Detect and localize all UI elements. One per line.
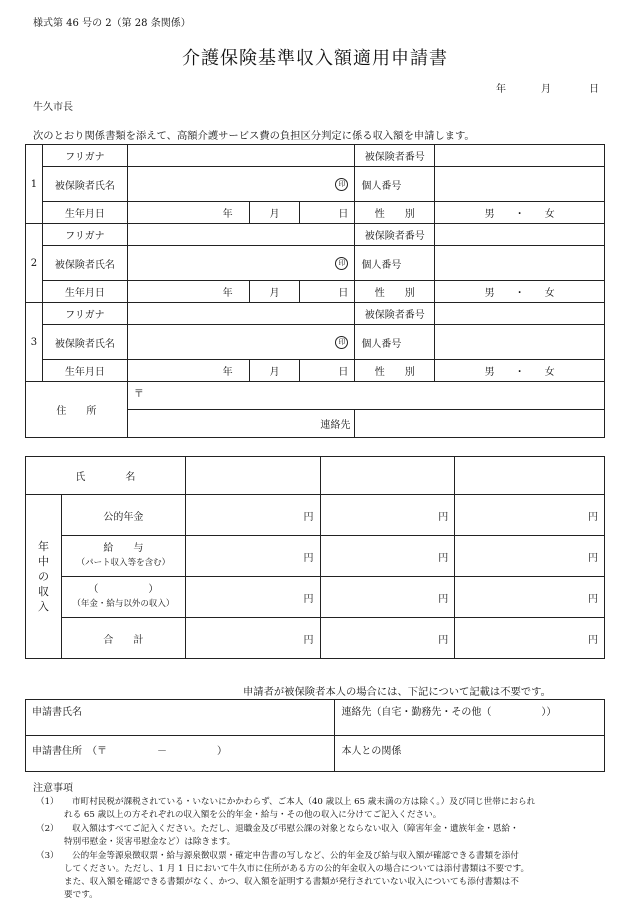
form-number: 様式第 46 号の 2（第 28 条関係） (33, 18, 191, 29)
birth-month[interactable]: 月 (249, 360, 300, 382)
birth-day[interactable]: 日 (300, 281, 355, 303)
birth-month[interactable]: 月 (249, 281, 300, 303)
furigana-field[interactable] (127, 224, 355, 246)
date-month-label: 月 (541, 84, 551, 95)
insured-no-field[interactable] (435, 145, 605, 167)
intro-text: 次のとおり関係書類を添えて、高額介護サービス費の負担区分判定に係る収入額を申請します。 (33, 130, 475, 142)
note-3-line-c: また、収入額を確認できる書類がなく、かつ、収入額を証明する書類が発行されていない収入についても添付書類は不 (64, 877, 519, 887)
personal-no-label: 個人番号 (355, 246, 435, 281)
note-3-line-d: 要です。 (64, 890, 98, 900)
birth-day[interactable]: 日 (300, 202, 355, 224)
insured-no-field[interactable] (435, 303, 605, 325)
income-name-field-3[interactable] (455, 457, 605, 495)
seal-icon: 印 (335, 257, 348, 270)
note-1-line-a: 市町村民税が課税されている・いないにかかわらず、ご本人（40 歳以上 65 歳未満の方は除く。）及び同じ世帯におられ (72, 797, 536, 807)
income-name-field-2[interactable] (320, 457, 455, 495)
personal-no-field[interactable] (435, 167, 605, 202)
birth-year[interactable]: 年 (127, 360, 249, 382)
contact-label: 連絡先 (127, 410, 355, 438)
insured-name-field[interactable] (127, 246, 355, 281)
birth-year[interactable]: 年 (127, 202, 249, 224)
sex-label: 性 別 (355, 281, 435, 303)
note-3-number: （3） (36, 851, 59, 861)
address-label: 住 所 (26, 382, 128, 438)
row-number: 3 (26, 303, 43, 382)
income-table (25, 456, 605, 659)
note-3-line-a: 公的年金等源泉徴収票・給与源泉徴収票・確定申告書の写しなど、公的年金及び給与収入額が確認できる書類を添付 (72, 851, 519, 861)
salary-amount-3[interactable]: 円 (455, 536, 605, 577)
applicant-address-field[interactable] (26, 736, 335, 772)
other-amount-1[interactable]: 円 (185, 577, 320, 618)
note-1-line-b: れる 65 歳以上の方それぞれの収入額を公的年金・給与・その他の収入に分けてご記入ください。 (64, 810, 442, 820)
birth-label: 生年月日 (42, 202, 127, 224)
sex-options[interactable]: 男 ・ 女 (435, 202, 605, 224)
applicant-contact-label: 連絡先（自宅・勤務先・その他（ ）） (341, 707, 557, 718)
insured-no-label: 被保険者番号 (355, 303, 435, 325)
addressee: 牛久市長 (33, 102, 73, 113)
notes-heading: 注意事項 (33, 783, 73, 794)
seal-icon: 印 (335, 336, 348, 349)
furigana-label: フリガナ (42, 145, 127, 167)
sex-options[interactable]: 男 ・ 女 (435, 360, 605, 382)
row-number: 2 (26, 224, 43, 303)
applicant-table (25, 699, 605, 772)
pension-label: 公的年金 (61, 495, 185, 536)
note-2-line-a: 収入額はすべてご記入ください。ただし、退職金及び弔慰公課の対象とならない収入（障害年金・遺族年金・恩給・ (72, 824, 519, 834)
insured-no-label: 被保険者番号 (355, 224, 435, 246)
income-side-label: 年中の収入 (26, 495, 62, 659)
birth-day[interactable]: 日 (300, 360, 355, 382)
birth-year[interactable]: 年 (127, 281, 249, 303)
date-year-label: 年 (496, 84, 506, 95)
total-amount-3[interactable]: 円 (455, 618, 605, 659)
salary-label: 給 与 （パート収入等を含む） (61, 536, 185, 577)
note-2-line-b: 特別弔慰金・災害弔慰金など）は除きます。 (64, 837, 236, 847)
sex-options[interactable]: 男 ・ 女 (435, 281, 605, 303)
other-amount-3[interactable]: 円 (455, 577, 605, 618)
other-amount-2[interactable]: 円 (320, 577, 455, 618)
personal-no-field[interactable] (435, 325, 605, 360)
income-name-field-1[interactable] (185, 457, 320, 495)
address-field[interactable] (127, 382, 604, 410)
applicant-notice: 申請者が被保険者本人の場合には、下記について記載は不要です。 (243, 686, 551, 698)
sex-label: 性 別 (355, 360, 435, 382)
personal-no-label: 個人番号 (355, 325, 435, 360)
personal-no-label: 個人番号 (355, 167, 435, 202)
applicant-relation-label: 本人との関係 (341, 746, 402, 757)
insured-table (25, 144, 605, 438)
furigana-field[interactable] (127, 145, 355, 167)
applicant-contact-field[interactable] (335, 700, 605, 736)
pension-amount-3[interactable]: 円 (455, 495, 605, 536)
insured-name-label: 被保険者氏名 (42, 167, 127, 202)
birth-month[interactable]: 月 (249, 202, 300, 224)
income-name-label: 氏 名 (26, 457, 186, 495)
postal-mark: 〒 (133, 389, 144, 400)
salary-amount-1[interactable]: 円 (185, 536, 320, 577)
row-number: 1 (26, 145, 43, 224)
pension-amount-1[interactable]: 円 (185, 495, 320, 536)
insured-no-label: 被保険者番号 (355, 145, 435, 167)
applicant-address-label: 申請書住所 （〒 － ） (32, 746, 227, 757)
salary-amount-2[interactable]: 円 (320, 536, 455, 577)
note-2-number: （2） (36, 824, 59, 834)
date-day-label: 日 (589, 84, 599, 95)
total-amount-1[interactable]: 円 (185, 618, 320, 659)
insured-name-field[interactable] (127, 325, 355, 360)
total-label: 合 計 (61, 618, 185, 659)
note-1-number: （1） (36, 797, 59, 807)
insured-name-field[interactable] (127, 167, 355, 202)
personal-no-field[interactable] (435, 246, 605, 281)
furigana-label: フリガナ (42, 303, 127, 325)
furigana-label: フリガナ (42, 224, 127, 246)
note-3-line-b: してください。ただし、1 月 1 日において牛久市に住所がある方の公的年金収入の場合については添付書類は不要です。 (64, 864, 530, 874)
insured-name-label: 被保険者氏名 (42, 246, 127, 281)
birth-label: 生年月日 (42, 360, 127, 382)
other-income-label: （ ） （年金・給与以外の収入） (61, 577, 185, 618)
contact-field[interactable] (355, 410, 605, 438)
pension-amount-2[interactable]: 円 (320, 495, 455, 536)
applicant-name-label: 申請書氏名 (32, 707, 82, 718)
applicant-name-field[interactable] (26, 700, 335, 736)
insured-no-field[interactable] (435, 224, 605, 246)
sex-label: 性 別 (355, 202, 435, 224)
page-title: 介護保険基準収入額適用申請書 (182, 48, 448, 69)
birth-label: 生年月日 (42, 281, 127, 303)
insured-name-label: 被保険者氏名 (42, 325, 127, 360)
total-amount-2[interactable]: 円 (320, 618, 455, 659)
applicant-relation-field[interactable] (335, 736, 605, 772)
furigana-field[interactable] (127, 303, 355, 325)
seal-icon: 印 (335, 178, 348, 191)
